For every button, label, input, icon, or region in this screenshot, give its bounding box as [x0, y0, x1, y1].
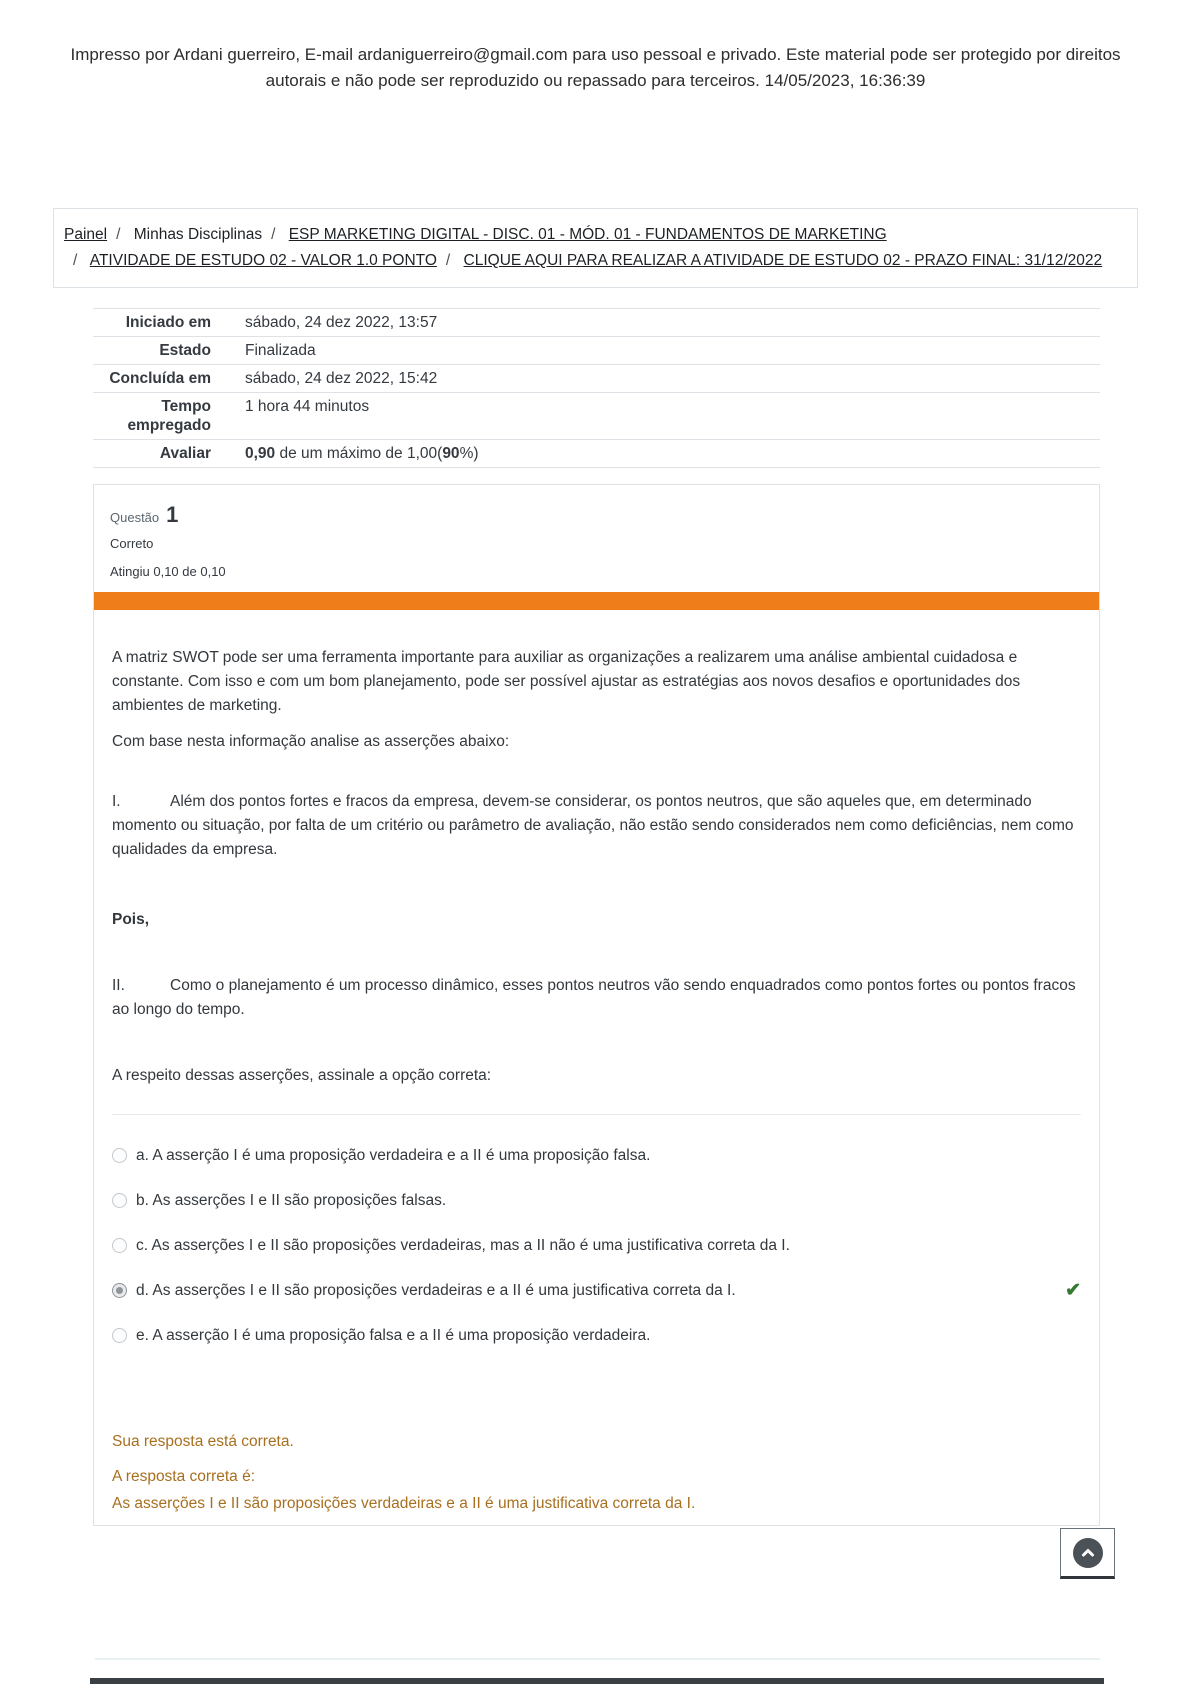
- option-b-label: b. As asserções I e II são proposições falsas.: [136, 1192, 447, 1209]
- option-c-radio[interactable]: [112, 1238, 127, 1253]
- summary-value-concluida-em: sábado, 24 dez 2022, 15:42: [245, 370, 438, 387]
- pois-connector: Pois,: [112, 911, 150, 928]
- option-c-label: c. As asserções I e II são proposições verdadeiras, mas a II não é uma justificativa correta da I.: [136, 1237, 790, 1254]
- option-a-radio[interactable]: [112, 1148, 127, 1163]
- question-paragraph: A matriz SWOT pode ser uma ferramenta importante para auxiliar as organizações a realizarem uma análise ambiental cuidadosa e constante. Com isso e com um bom planejamento, pode ser possível ajustar as estratégias aos novos desafios e oportunidades dos ambientes de marketing.: [112, 649, 1021, 714]
- grade-mid-text: de um máximo de 1,00(: [275, 445, 443, 462]
- option-c-row[interactable]: [112, 1233, 1081, 1258]
- answer-options: [94, 1115, 1099, 1348]
- bottom-divider: [95, 1658, 1100, 1660]
- breadcrumb-link-clique-aqui[interactable]: CLIQUE AQUI PARA REALIZAR A ATIVIDADE DE ESTUDO 02 - PRAZO FINAL: 31/12/2022: [463, 252, 1103, 269]
- question-grade: Atingiu 0,10 de 0,10: [110, 564, 226, 579]
- print-notice: Impresso por Ardani guerreiro, E-mail ardaniguerreiro@gmail.com para uso pessoal e privado. Este material pode ser protegido por direitos autorais e não pode ser reproduzido ou repassado para terceiros. 14/05/2023, 16:36:39: [70, 45, 1121, 90]
- option-e-label: e. A asserção I é uma proposição falsa e a II é uma proposição verdadeira.: [136, 1327, 651, 1344]
- table-row: [93, 337, 1100, 365]
- question-paragraph: Com base nesta informação analise as asserções abaixo:: [112, 733, 510, 750]
- option-d-radio[interactable]: [112, 1283, 127, 1298]
- summary-value-avaliar: [228, 440, 1100, 468]
- assertion-1-numeral: I.: [112, 793, 121, 810]
- breadcrumb-card: [53, 208, 1138, 288]
- summary-label-avaliar: Avaliar: [159, 445, 211, 462]
- feedback-right-answer-label: A resposta correta é:: [112, 1468, 256, 1485]
- option-e-row[interactable]: [112, 1323, 1081, 1348]
- breadcrumb-link-painel[interactable]: Painel: [64, 226, 108, 243]
- option-b-row[interactable]: [112, 1188, 1081, 1213]
- option-a-row[interactable]: [112, 1143, 1081, 1168]
- question-prompt: A respeito dessas asserções, assinale a opção correta:: [112, 1067, 492, 1084]
- summary-value-tempo-empregado: 1 hora 44 minutos: [245, 398, 370, 415]
- feedback-correct-message: Sua resposta está correta.: [112, 1433, 294, 1450]
- grade-score: 0,90: [245, 445, 276, 462]
- question-number: 1: [166, 502, 179, 527]
- assertion-2-numeral: II.: [112, 977, 125, 994]
- question-state-badge: Correto: [110, 536, 154, 551]
- option-a-label: a. A asserção I é uma proposição verdadeira e a II é uma proposição falsa.: [136, 1147, 651, 1164]
- option-b-radio[interactable]: [112, 1193, 127, 1208]
- scroll-to-top-button[interactable]: [1060, 1528, 1115, 1579]
- summary-label-iniciado-em: Iniciado em: [125, 314, 211, 331]
- grade-suffix: %): [459, 445, 479, 462]
- breadcrumb-separator: /: [271, 226, 276, 243]
- correct-answer-check-icon: ✔: [1065, 1280, 1081, 1301]
- summary-label-estado: Estado: [159, 342, 211, 359]
- breadcrumb-separator: /: [73, 252, 78, 269]
- question-accent-bar: [94, 592, 1099, 610]
- table-row: [93, 365, 1100, 393]
- assertion-2: [112, 974, 1081, 1022]
- question-feedback: [94, 1368, 1099, 1517]
- table-row: [93, 393, 1100, 440]
- question-text: [94, 610, 1099, 1088]
- footer-bar: [90, 1678, 1104, 1684]
- breadcrumb-link-course[interactable]: ESP MARKETING DIGITAL - DISC. 01 - MÓD. 01 - FUNDAMENTOS DE MARKETING: [288, 226, 887, 243]
- breadcrumb-link-atividade[interactable]: ATIVIDADE DE ESTUDO 02 - VALOR 1.0 PONTO: [89, 252, 437, 269]
- option-e-radio[interactable]: [112, 1328, 127, 1343]
- question-info: [94, 485, 1099, 579]
- breadcrumb-separator: /: [445, 252, 451, 269]
- summary-value-estado: Finalizada: [245, 342, 316, 359]
- attempt-summary-table: [93, 308, 1100, 468]
- assertion-1: [112, 790, 1081, 862]
- summary-label-tempo-empregado: Tempo empregado: [127, 398, 211, 434]
- grade-percent: 90: [442, 445, 460, 462]
- assertion-1-text: Além dos pontos fortes e fracos da empresa, devem-se considerar, os pontos neutros, que são aqueles que, em determinado momento ou situação, por falta de um critério ou parâmetro de avaliação, não estão sendo considerados nem como deficiências, nem como qualidades da empresa.: [112, 793, 1074, 858]
- question-label: Questão: [110, 510, 160, 525]
- summary-label-concluida-em: Concluída em: [109, 370, 211, 387]
- option-d-row[interactable]: [112, 1278, 1081, 1303]
- assertion-2-text: Como o planejamento é um processo dinâmico, esses pontos neutros vão sendo enquadrados como pontos fortes ou pontos fracos ao longo do tempo.: [112, 977, 1076, 1018]
- table-row: [93, 440, 1100, 468]
- option-d-label: d. As asserções I e II são proposições verdadeiras e a II é uma justificativa correta da I.: [136, 1282, 736, 1299]
- chevron-up-icon: [1073, 1538, 1103, 1568]
- breadcrumb: [64, 222, 1127, 274]
- table-row: [93, 309, 1100, 337]
- summary-value-iniciado-em: sábado, 24 dez 2022, 13:57: [245, 314, 438, 331]
- feedback-right-answer-text: As asserções I e II são proposições verdadeiras e a II é uma justificativa correta da I.: [112, 1495, 696, 1512]
- question-box: [93, 484, 1100, 1526]
- breadcrumb-item-minhas-disciplinas: Minhas Disciplinas: [133, 226, 263, 243]
- breadcrumb-separator: /: [116, 226, 121, 243]
